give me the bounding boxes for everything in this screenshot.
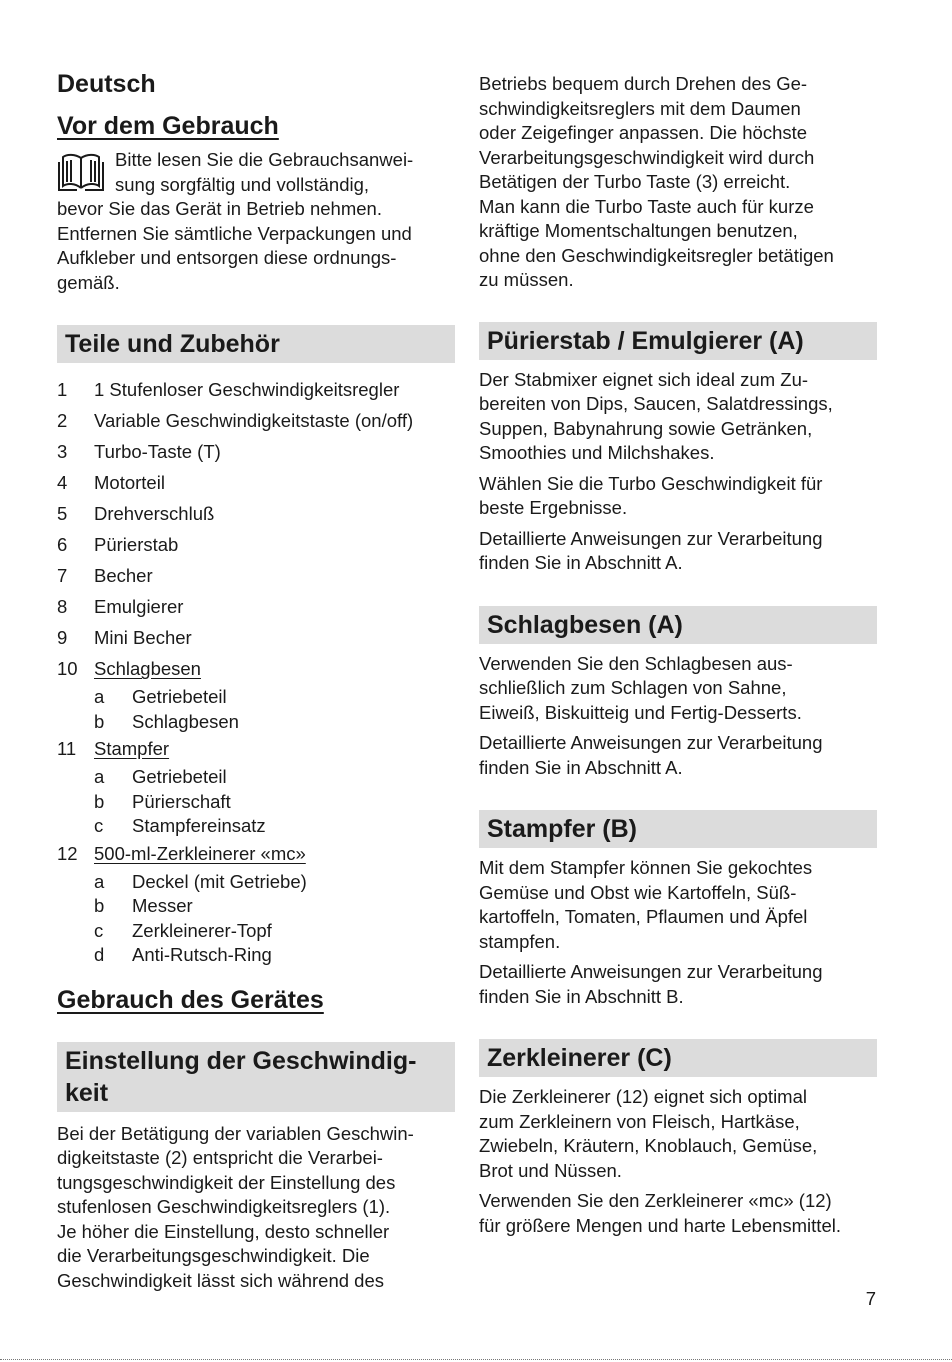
item-number: 6 bbox=[57, 534, 68, 556]
puree-text-2 bbox=[479, 472, 877, 521]
continued-line: Betätigen der Turbo Taste (3) erreicht. bbox=[479, 171, 791, 192]
intro-line: bevor Sie das Gerät in Betrieb nehmen. bbox=[57, 198, 382, 219]
speed-text bbox=[57, 1122, 455, 1294]
page-number: 7 bbox=[865, 1288, 876, 1309]
list-item bbox=[57, 592, 455, 623]
item-label: Stampfer bbox=[94, 738, 170, 760]
sub-letter: a bbox=[94, 870, 105, 892]
list-item bbox=[57, 530, 455, 561]
sub-item bbox=[57, 870, 455, 895]
item-number: 8 bbox=[57, 596, 68, 618]
item-label: Emulgierer bbox=[94, 596, 184, 618]
item-label: Mini Becher bbox=[94, 627, 192, 649]
whisk-heading: Schlagbesen (A) bbox=[479, 606, 877, 644]
sub-label: Messer bbox=[132, 895, 193, 916]
text-line: Smoothies und Milchshakes. bbox=[479, 442, 715, 463]
whisk-text-1 bbox=[479, 652, 877, 726]
list-item bbox=[57, 839, 455, 870]
sub-label: Deckel (mit Getriebe) bbox=[132, 870, 307, 892]
masher-heading: Stampfer (B) bbox=[479, 810, 877, 848]
continued-line: ohne den Geschwindigkeitsregler betätigen bbox=[479, 244, 834, 266]
usage-heading: Gebrauch des Gerätes bbox=[57, 985, 324, 1014]
speed-continued-text bbox=[479, 72, 877, 293]
continued-line: Verarbeitungsgeschwindigkeit wird durch bbox=[479, 146, 815, 168]
whisk-text-2 bbox=[479, 731, 877, 780]
item-label: Drehverschluß bbox=[94, 503, 215, 525]
intro-line: Bitte lesen Sie die Gebrauchsanwei- bbox=[115, 149, 414, 170]
item-number: 4 bbox=[57, 472, 68, 494]
speed-line: die Verarbeitungsgeschwindigkeit. Die bbox=[57, 1245, 370, 1266]
text-line: Die Zerkleinerer (12) eignet sich optimal bbox=[479, 1086, 807, 1107]
list-item bbox=[57, 499, 455, 530]
sub-label: Getriebeteil bbox=[132, 686, 227, 707]
sub-item bbox=[57, 765, 455, 790]
masher-text-1 bbox=[479, 856, 877, 954]
text-line: Der Stabmixer eignet sich ideal zum Zu- bbox=[479, 368, 809, 390]
list-item bbox=[57, 734, 455, 765]
sub-item bbox=[57, 894, 455, 919]
item-label: Motorteil bbox=[94, 472, 165, 494]
item-number: 9 bbox=[57, 627, 68, 649]
speed-line: stufenlosen Geschwindigkeitsreglers (1). bbox=[57, 1196, 391, 1217]
sub-letter: b bbox=[94, 790, 105, 812]
sub-label: Anti-Rutsch-Ring bbox=[132, 944, 272, 965]
language-heading: Deutsch bbox=[57, 70, 156, 98]
text-line: Gemüse und Obst wie Kartoffeln, Süß- bbox=[479, 881, 797, 903]
intro-line: Entfernen Sie sämtliche Verpackungen und bbox=[57, 222, 412, 244]
continued-line: kräftige Momentschaltungen benutzen, bbox=[479, 220, 798, 241]
masher-text-2 bbox=[479, 960, 877, 1009]
sub-item bbox=[57, 919, 455, 944]
item-label: Schlagbesen bbox=[94, 658, 201, 680]
list-item bbox=[57, 468, 455, 499]
text-line: Zwiebeln, Kräutern, Knoblauch, Gemüse, bbox=[479, 1135, 818, 1156]
text-line: Eiweiß, Biskuitteig und Fertig-Desserts. bbox=[479, 701, 802, 723]
parts-list bbox=[57, 375, 455, 968]
speed-line: Geschwindigkeit lässt sich während des bbox=[57, 1269, 384, 1291]
sub-item bbox=[57, 710, 455, 735]
intro-line: Aufkleber und entsorgen diese ordnungs- bbox=[57, 247, 397, 268]
item-number: 12 bbox=[57, 842, 78, 864]
text-line: Brot und Nüssen. bbox=[479, 1159, 622, 1181]
intro-line: gemäß. bbox=[57, 271, 120, 293]
continued-line: oder Zeigefinger anpassen. Die höchste bbox=[479, 122, 808, 143]
page-edge-divider bbox=[0, 1359, 952, 1360]
list-item bbox=[57, 561, 455, 592]
item-label: Pürierstab bbox=[94, 534, 179, 556]
text-line: zum Zerkleinern von Fleisch, Hartkäse, bbox=[479, 1110, 800, 1132]
speed-heading-line: keit bbox=[65, 1078, 109, 1107]
text-line: Mit dem Stampfer können Sie gekochtes bbox=[479, 857, 813, 878]
text-line: Verwenden Sie den Schlagbesen aus- bbox=[479, 652, 793, 674]
sub-letter: c bbox=[94, 815, 104, 836]
speed-line: Bei der Betätigung der variablen Geschwin- bbox=[57, 1122, 414, 1144]
intro-line: sung sorgfältig und vollständig, bbox=[115, 173, 370, 195]
text-line: stampfen. bbox=[479, 930, 561, 952]
puree-text-3 bbox=[479, 527, 877, 576]
text-line: finden Sie in Abschnitt A. bbox=[479, 552, 683, 573]
right-column bbox=[479, 72, 877, 1238]
sub-label: Pürierschaft bbox=[132, 790, 231, 812]
sub-letter: a bbox=[94, 686, 105, 707]
text-line: beste Ergebnisse. bbox=[479, 497, 628, 518]
item-number: 3 bbox=[57, 441, 68, 463]
sub-item bbox=[57, 943, 455, 968]
sub-label: Getriebeteil bbox=[132, 766, 227, 787]
speed-heading-line: Einstellung der Geschwindig- bbox=[65, 1046, 417, 1075]
chopper-text-1 bbox=[479, 1085, 877, 1183]
text-line: Detaillierte Anweisungen zur Verarbeitung bbox=[479, 527, 823, 549]
chopper-text-2 bbox=[479, 1189, 877, 1238]
puree-heading: Pürierstab / Emulgierer (A) bbox=[479, 322, 877, 360]
text-line: kartoffeln, Tomaten, Pflaumen und Äpfel bbox=[479, 906, 808, 927]
puree-text-1 bbox=[479, 368, 877, 466]
text-line: bereiten von Dips, Saucen, Salatdressings, bbox=[479, 393, 833, 414]
item-label: Turbo-Taste (T) bbox=[94, 441, 221, 463]
list-item bbox=[57, 623, 455, 654]
list-item bbox=[57, 406, 455, 437]
left-column bbox=[57, 68, 455, 1293]
book-icon bbox=[57, 152, 105, 192]
sub-letter: a bbox=[94, 766, 105, 787]
speed-line: tungsgeschwindigkeit der Einstellung des bbox=[57, 1171, 396, 1193]
item-label: Variable Geschwindigkeitstaste (on/off) bbox=[94, 410, 414, 432]
speed-heading bbox=[57, 1042, 455, 1112]
text-line: finden Sie in Abschnitt B. bbox=[479, 985, 684, 1007]
text-line: schließlich zum Schlagen von Sahne, bbox=[479, 677, 787, 698]
item-label: 500-ml-Zerkleinerer «mc» bbox=[94, 842, 306, 864]
continued-line: Man kann die Turbo Taste auch für kurze bbox=[479, 195, 814, 217]
parts-heading: Teile und Zubehör bbox=[57, 325, 455, 363]
sub-item bbox=[57, 790, 455, 815]
text-line: finden Sie in Abschnitt A. bbox=[479, 756, 683, 778]
item-number: 10 bbox=[57, 658, 78, 680]
sub-item bbox=[57, 814, 455, 839]
speed-line: digkeitstaste (2) entspricht die Verarbei- bbox=[57, 1147, 383, 1168]
continued-line: zu müssen. bbox=[479, 269, 574, 290]
speed-line: Je höher die Einstellung, desto schneller bbox=[57, 1220, 390, 1242]
item-label: Becher bbox=[94, 565, 153, 587]
sub-letter: d bbox=[94, 944, 105, 965]
sub-label: Zerkleinerer-Topf bbox=[132, 919, 272, 941]
chopper-heading: Zerkleinerer (C) bbox=[479, 1039, 877, 1077]
sub-letter: b bbox=[94, 710, 105, 732]
text-line: für größere Mengen und harte Lebensmittel. bbox=[479, 1214, 841, 1236]
item-number: 11 bbox=[57, 738, 77, 760]
continued-line: schwindigkeitsreglers mit dem Daumen bbox=[479, 97, 801, 119]
item-number: 1 bbox=[57, 379, 68, 401]
sub-label: Stampfereinsatz bbox=[132, 815, 266, 836]
sub-letter: c bbox=[94, 919, 104, 941]
text-line: Suppen, Babynahrung sowie Getränken, bbox=[479, 417, 813, 439]
item-number: 2 bbox=[57, 410, 68, 432]
before-use-text bbox=[57, 148, 455, 295]
continued-line: Betriebs bequem durch Drehen des Ge- bbox=[479, 73, 808, 94]
sub-label: Schlagbesen bbox=[132, 710, 239, 732]
text-line: Verwenden Sie den Zerkleinerer «mc» (12) bbox=[479, 1190, 832, 1211]
text-line: Detaillierte Anweisungen zur Verarbeitung bbox=[479, 961, 823, 982]
list-item bbox=[57, 437, 455, 468]
text-line: Wählen Sie die Turbo Geschwindigkeit für bbox=[479, 472, 823, 494]
item-label: 1 Stufenloser Geschwindigkeitsregler bbox=[94, 379, 400, 401]
item-number: 7 bbox=[57, 565, 68, 587]
list-item bbox=[57, 375, 455, 406]
item-number: 5 bbox=[57, 503, 68, 525]
list-item bbox=[57, 654, 455, 685]
sub-item bbox=[57, 685, 455, 710]
before-use-heading: Vor dem Gebrauch bbox=[57, 112, 279, 140]
text-line: Detaillierte Anweisungen zur Verarbeitung bbox=[479, 732, 823, 753]
sub-letter: b bbox=[94, 895, 105, 916]
